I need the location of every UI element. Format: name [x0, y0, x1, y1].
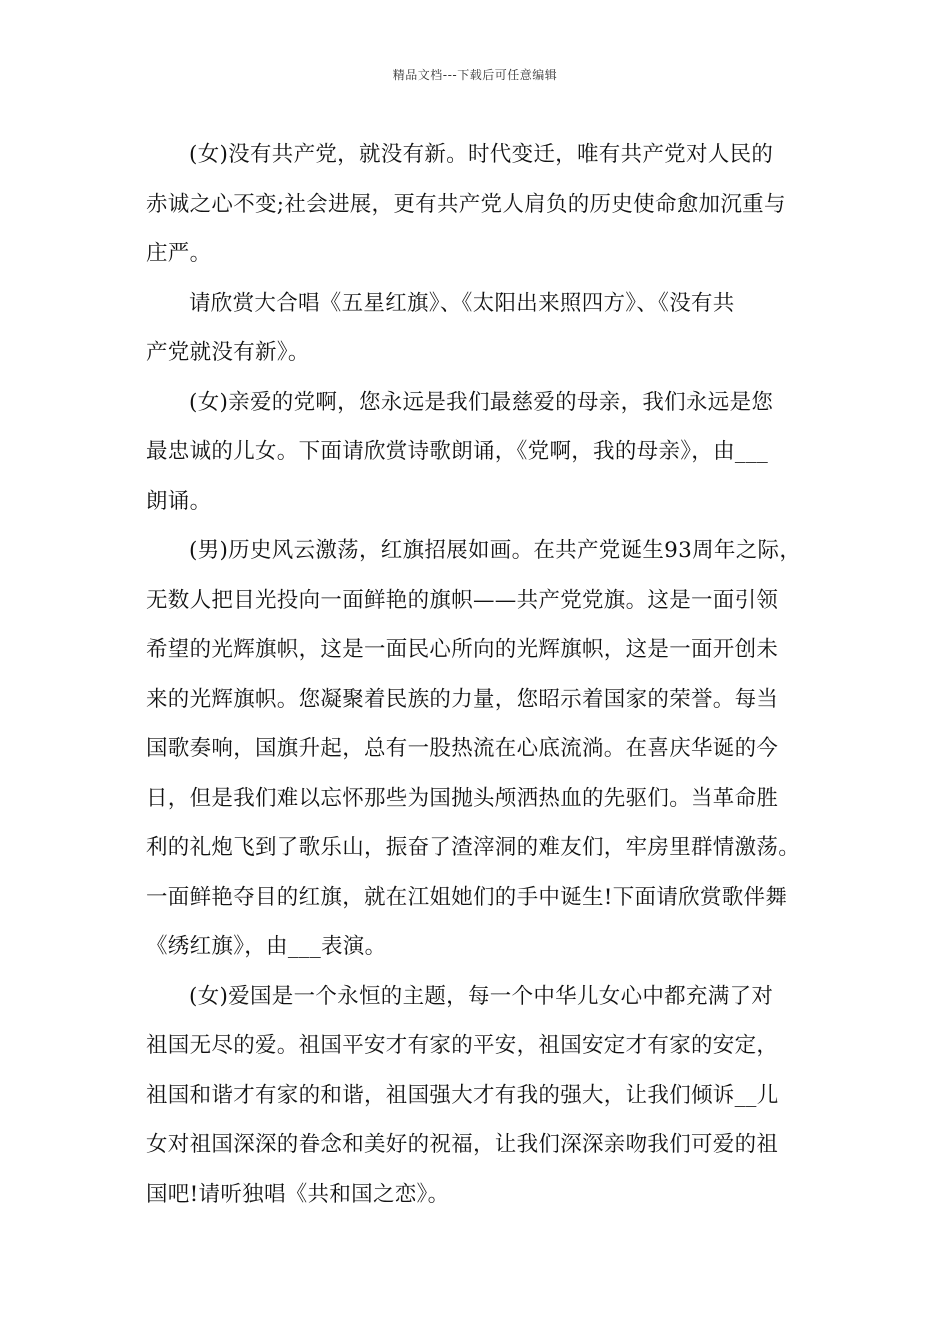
paragraph-1: [146, 130, 808, 279]
text-line: 利的礼炮飞到了歌乐山，振奋了渣滓洞的难友们，牢房里群情激荡。: [146, 835, 801, 860]
page-header: 精品文档---下载后可任意编辑: [392, 68, 558, 82]
text-line: (女)亲爱的党啊，您永远是我们最慈爱的母亲，我们永远是您: [189, 389, 774, 415]
text-line: 朗诵。: [146, 488, 212, 514]
document-body: [146, 130, 808, 1219]
paragraph-5: [146, 972, 808, 1220]
text-line: 最忠诚的儿女。下面请欣赏诗歌朗诵，《党啊，我的母亲》，由___: [146, 439, 769, 464]
text-line: 女对祖国深深的眷念和美好的祝福，让我们深深亲吻我们可爱的祖: [146, 1132, 779, 1157]
text-line: 祖国无尽的爱。祖国平安才有家的平安，祖国安定才有家的安定，: [146, 1033, 779, 1058]
text-line: 希望的光辉旗帜，这是一面民心所向的光辉旗帜，这是一面开创未: [146, 637, 779, 662]
text-line: 产党就没有新》。: [146, 340, 310, 365]
text-line: 庄严。: [146, 241, 212, 266]
text-line: 无数人把目光投向一面鲜艳的旗帜——共产党党旗。这是一面引领: [146, 587, 779, 613]
text-line: 一面鲜艳夺目的红旗，就在江姐她们的手中诞生!下面请欣赏歌伴舞: [146, 884, 788, 910]
text-line: 祖国和谐才有家的和谐，祖国强大才有我的强大，让我们倾诉__儿: [146, 1082, 779, 1108]
paragraph-4: [146, 526, 808, 972]
paragraph-3: [146, 378, 808, 527]
text-line: (女)爱国是一个永恒的主题，每一个中华儿女心中都充满了对: [189, 983, 774, 1009]
text-line: 国吧!请听独唱《共和国之恋》。: [146, 1181, 450, 1207]
text-line: (男)历史风云激荡，红旗招展如画。在共产党诞生93周年之际，: [189, 538, 802, 563]
text-line: 请欣赏大合唱《五星红旗》、《太阳出来照四方》、《没有共: [189, 290, 735, 316]
text-line: 日，但是我们难以忘怀那些为国抛头颅洒热血的先驱们。当革命胜: [146, 785, 779, 811]
paragraph-2: [146, 279, 808, 378]
text-line: (女)没有共产党，就没有新。时代变迁，唯有共产党对人民的: [189, 142, 774, 167]
text-line: 《绣红旗》，由___表演。: [146, 934, 387, 959]
text-line: 来的光辉旗帜。您凝聚着民族的力量，您昭示着国家的荣誉。每当: [146, 686, 779, 712]
text-line: 国歌奏响，国旗升起，总有一股热流在心底流淌。在喜庆华诞的今: [146, 736, 779, 761]
text-line: 赤诚之心不变;社会进展，更有共产党人肩负的历史使命愈加沉重与: [146, 191, 786, 217]
